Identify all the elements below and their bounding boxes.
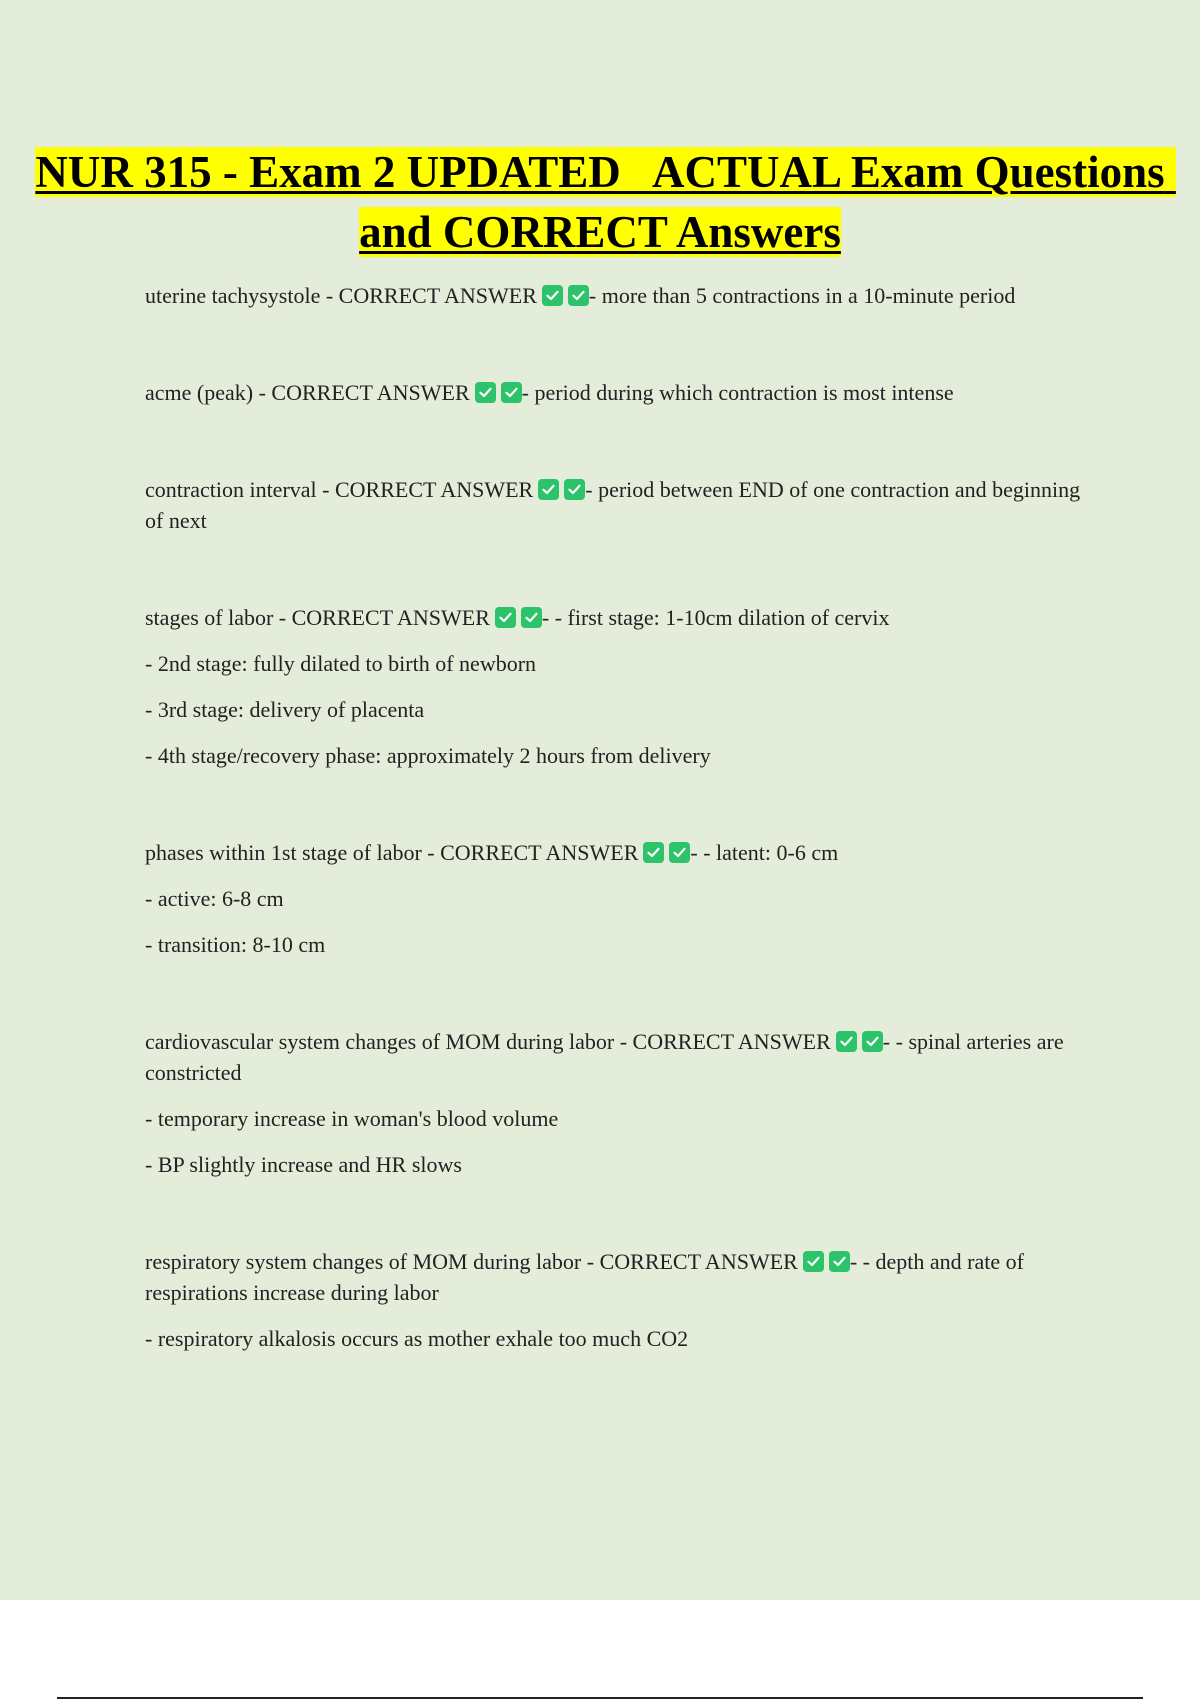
- check-icon: [542, 285, 563, 306]
- qa-answer: period during which contraction is most intense: [534, 380, 954, 405]
- qa-answer: - latent: 0-6 cm: [703, 840, 839, 865]
- footer-divider: [57, 1697, 1143, 1699]
- qa-answer-line: - 2nd stage: fully dilated to birth of newborn: [145, 651, 537, 676]
- qa-separator: -: [421, 840, 441, 865]
- correct-answer-label: CORRECT ANSWER: [271, 380, 470, 405]
- qa-item: [145, 1026, 1090, 1180]
- qa-item: [145, 1246, 1090, 1354]
- correct-answer-label: CORRECT ANSWER: [632, 1029, 831, 1054]
- check-icon: [564, 479, 585, 500]
- qa-answer-line: - 3rd stage: delivery of placenta: [145, 697, 425, 722]
- check-icon: [862, 1031, 883, 1052]
- check-icon: [495, 607, 516, 628]
- check-icon: [521, 607, 542, 628]
- check-icon: [829, 1251, 850, 1272]
- qa-answer: period between END of one contraction and beginning of next: [145, 477, 1081, 533]
- qa-main-line: [145, 1246, 1090, 1308]
- qa-main-line: [145, 1026, 1090, 1088]
- qa-main-line: [145, 474, 1090, 536]
- answer-dash: -: [521, 380, 535, 405]
- qa-answer-line: - 4th stage/recovery phase: approximately 2 hours from delivery: [145, 743, 711, 768]
- correct-answer-label: CORRECT ANSWER: [338, 283, 537, 308]
- check-icon: [568, 285, 589, 306]
- check-icon: [836, 1031, 857, 1052]
- correct-answer-label: CORRECT ANSWER: [599, 1249, 798, 1274]
- qa-separator: -: [614, 1029, 633, 1054]
- qa-term: stages of labor: [145, 605, 274, 630]
- check-icon: [643, 842, 664, 863]
- qa-item: [145, 474, 1090, 536]
- answer-dash: -: [690, 840, 704, 865]
- correct-answer-label: CORRECT ANSWER: [291, 605, 490, 630]
- qa-list: [145, 280, 1090, 1420]
- qa-term: acme (peak): [145, 380, 254, 405]
- qa-main-line: [145, 280, 1090, 311]
- check-icon: [501, 382, 522, 403]
- qa-separator: -: [581, 1249, 600, 1274]
- qa-term: respiratory system changes of MOM during labor: [145, 1249, 582, 1274]
- answer-dash: -: [882, 1029, 896, 1054]
- title-block: [0, 142, 1200, 262]
- answer-dash: -: [585, 477, 599, 502]
- qa-answer-line: - transition: 8-10 cm: [145, 932, 326, 957]
- answer-dash: -: [588, 283, 602, 308]
- qa-term: uterine tachysystole: [145, 283, 321, 308]
- qa-main-line: [145, 602, 1090, 633]
- qa-separator: -: [316, 477, 335, 502]
- qa-item: [145, 837, 1090, 960]
- qa-answer-line: - respiratory alkalosis occurs as mother exhale too much CO2: [145, 1326, 689, 1351]
- check-icon: [803, 1251, 824, 1272]
- qa-term: contraction interval: [145, 477, 317, 502]
- qa-term: cardiovascular system changes of MOM during labor: [145, 1029, 615, 1054]
- qa-item: [145, 280, 1090, 311]
- qa-item: [145, 377, 1090, 408]
- check-icon: [669, 842, 690, 863]
- qa-term: phases within 1st stage of labor: [145, 840, 422, 865]
- answer-dash: -: [849, 1249, 863, 1274]
- correct-answer-label: CORRECT ANSWER: [334, 477, 534, 502]
- qa-separator: -: [253, 380, 272, 405]
- document-title: NUR 315 - Exam 2 UPDATED ACTUAL Exam Questions and CORRECT Answers: [35, 147, 1176, 257]
- qa-answer-line: - BP slightly increase and HR slows: [145, 1152, 462, 1177]
- correct-answer-label: CORRECT ANSWER: [440, 840, 639, 865]
- qa-separator: -: [320, 283, 339, 308]
- qa-answer-line: - active: 6-8 cm: [145, 886, 284, 911]
- answer-dash: -: [541, 605, 555, 630]
- qa-answer: - first stage: 1-10cm dilation of cervix: [554, 605, 890, 630]
- qa-answer-line: - temporary increase in woman's blood volume: [145, 1106, 559, 1131]
- qa-answer: - spinal arteries are constricted: [145, 1029, 1064, 1085]
- qa-main-line: [145, 377, 1090, 408]
- qa-answer: - depth and rate of respirations increase during labor: [145, 1249, 1024, 1305]
- qa-separator: -: [273, 605, 292, 630]
- qa-item: [145, 602, 1090, 771]
- check-icon: [538, 479, 559, 500]
- qa-answer: more than 5 contractions in a 10-minute period: [601, 283, 1016, 308]
- qa-main-line: [145, 837, 1090, 868]
- check-icon: [475, 382, 496, 403]
